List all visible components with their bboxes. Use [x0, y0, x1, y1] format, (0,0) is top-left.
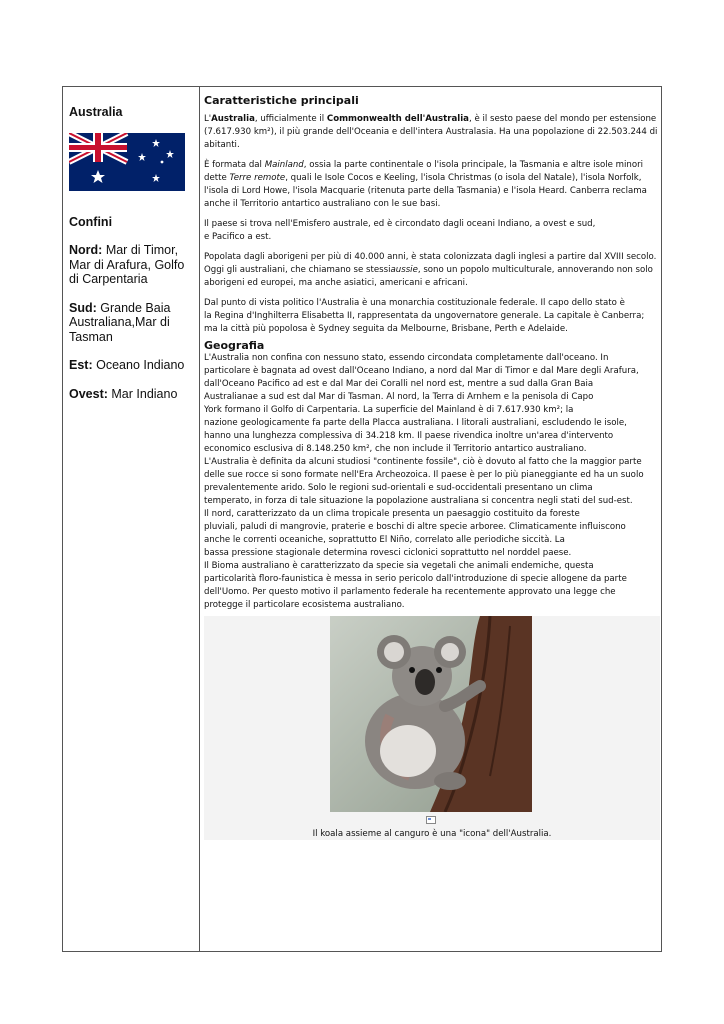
- geo-line: delle sue rocce si sono formate nell'Era Archeozoica. Il paese è per lo più pianeggiante ed ha un suolo: [204, 470, 644, 480]
- borders-heading: Confini: [69, 215, 113, 229]
- border-north: Nord: Mar di Timor, Mar di Arafura, Golfo di Carpentaria: [69, 243, 185, 286]
- koala-figure: [204, 616, 660, 840]
- geo-line: anche le correnti oceaniche, soprattutto El Niño, correlato alle periodiche siccità. La: [204, 535, 565, 545]
- geography-heading: Geografia: [204, 339, 265, 352]
- geo-line: prevalentemente arido. Solo le regioni sud-orientali e sud-occidentali presentano un clima: [204, 483, 593, 493]
- intro-paragraph: L'Australia, ufficialmente il Commonwealth dell'Australia, è il sesto paese del mondo per estensione (7.617.930 km²), il più grande dell'Oceania e dell'intera Australasia. Ha una popolazione di 22.503.244 di abitanti.: [204, 114, 658, 150]
- right-column: [204, 87, 660, 840]
- location-paragraph: Il paese si trova nell'Emisfero australe, ed è circondato dagli oceani Indiano, a ovest e sud, e Pacifico a est.: [204, 219, 596, 242]
- figure-caption: Il koala assieme al canguro è una "icona" dell'Australia.: [312, 829, 552, 839]
- left-column: [63, 87, 199, 401]
- population-paragraph: Popolata dagli aborigeni per più di 40.000 anni, è stata colonizzata dagli inglesi a partire dal XVIII secolo. Oggi gli australiani, che chiamano se stessiaussie, sono un popolo multiculturale, annoverando non solo aborigeni ed europei, ma anche asiatici, americani e africani.: [204, 252, 657, 288]
- geo-line: L'Australia è definita da alcuni studiosi "continente fossile", ciò è dovuto al fatto che la maggior parte: [204, 457, 642, 467]
- geo-line: pluviali, paludi di mangrovie, praterie e boschi di altre specie arboree. Climaticamente influiscono: [204, 522, 626, 532]
- territory-paragraph: È formata dal Mainland, ossia la parte continentale o l'isola principale, la Tasmania e altre isole minori dette Terre remote, quali le Isole Cocos e Keeling, l'isola Christmas (o isola del Natale), l'isola Norfolk, l'isola di Lord Howe, l'isola Macquarie (ritenuta parte della Tasmania) e l'isola Heard. Canberra reclama anche il Territorio antartico australiano con le sue basi.: [204, 160, 647, 209]
- border-east: Est: Oceano Indiano: [69, 358, 185, 372]
- country-name: Australia: [69, 105, 123, 119]
- geo-line: Australianae a sud est dal Mar di Tasman. Al nord, la Terra di Arnhem e la penisola di Capo: [204, 392, 594, 402]
- koala-photo: [330, 616, 532, 812]
- australia-flag-image: [69, 133, 185, 191]
- column-divider: [199, 87, 200, 951]
- geo-line: economico esclusiva di 8.148.250 km², che non include il Territorio antartico australiano.: [204, 444, 587, 454]
- document-table: [62, 86, 662, 952]
- image-placeholder-icon: [426, 816, 436, 824]
- geo-line: L'Australia non confina con nessuno stato, essendo circondata completamente dall'oceano. In: [204, 353, 609, 363]
- geography-text: [204, 352, 660, 612]
- border-west: Ovest: Mar Indiano: [69, 386, 178, 401]
- border-south: Sud: Grande Baia Australiana,Mar di Tasman: [69, 300, 171, 344]
- geo-line: dall'Oceano Pacifico ad est e dal Mar dei Coralli nel nord est, mentre a sud dalla Gran Baia: [204, 379, 594, 389]
- politics-paragraph: Dal punto di vista politico l'Australia è una monarchia costituzionale federale. Il capo dello stato è la Regina d'Inghilterra Elisabetta II, rappresentata da ungovernatore generale. La capitale è Canberra; ma la città più popolosa è Sydney seguita da Melbourne, Brisbane, Perth e Adelaide.: [204, 298, 645, 334]
- geo-line: nazione geologicamente fa parte della Placca australiana. I litorali australiani, escludendo le isole,: [204, 418, 627, 428]
- geo-line: York formano il Golfo di Carpentaria. La superficie del Mainland è di 7.617.930 km²; la: [204, 405, 574, 415]
- geo-line: dell'Uomo. Per questo motivo il parlamento federale ha recentemente approvato una legge che: [204, 587, 616, 597]
- main-features-heading: Caratteristiche principali: [204, 94, 359, 107]
- geo-line: bassa pressione stagionale determina rovesci ciclonici soprattutto nel norddel paese.: [204, 548, 572, 558]
- geo-line: protegge il particolare ecosistema australiano.: [204, 600, 405, 610]
- geo-line: particolarità floro-faunistica è messa in serio pericolo dall'introduzione di specie allogene da parte: [204, 574, 627, 584]
- geo-line: temperato, in forza di tale situazione la popolazione australiana si concentra negli stati del sud-est.: [204, 496, 633, 506]
- geo-line: particolare è bagnata ad ovest dall'Oceano Indiano, a nord dal Mar di Timor e dal Mare degli Arafura,: [204, 366, 639, 376]
- geo-line: Il nord, caratterizzato da un clima tropicale presenta un paesaggio costituito da foreste: [204, 509, 580, 519]
- geo-line: Il Bioma australiano è caratterizzato da specie sia vegetali che animali endemiche, questa: [204, 561, 594, 571]
- geo-line: hanno una lunghezza complessiva di 34.218 km. Il paese rivendica inoltre un'area d'intervento: [204, 431, 614, 441]
